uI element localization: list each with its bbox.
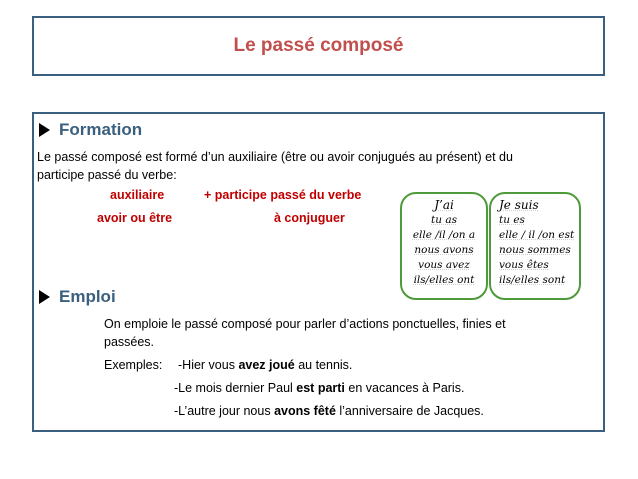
arrow-bullet-icon [39,290,50,304]
formula-avoir-etre: avoir ou être [97,211,173,225]
conj-avoir-6: ils/elles ont [413,274,475,286]
content-box [32,112,605,432]
example-3-pre: -L’autre jour nous [174,404,275,418]
example-1 [178,356,352,374]
formula-a-conjuguer: à conjuguer [274,211,345,225]
examples-label: Exemples: [104,358,163,372]
example-3-verb: avons fêté [274,404,336,418]
etre-conjugation-bubble [489,192,581,300]
page-title: Le passé composé [233,35,404,56]
example-3 [174,402,484,420]
conj-avoir-3: elle /il /on a [412,229,476,241]
conj-etre-4: nous sommes [499,244,571,256]
conj-etre-1: Je suis [499,198,539,212]
avoir-conjugation-bubble [400,192,488,300]
example-1-pre: -Hier vous [178,358,239,372]
formation-heading [39,120,142,140]
formation-description-line1: Le passé composé est formé d’un auxiliaire (être ou avoir conjugués au présent) et du [37,150,513,164]
conj-avoir-1: J’ai [434,198,454,212]
formula-auxiliaire: auxiliaire [110,188,165,202]
conj-avoir-5: vous avez [418,259,470,271]
formation-heading-text: Formation [59,120,143,139]
emploi-heading [39,287,116,307]
title-box [32,16,605,76]
emploi-description-line2: passées. [104,335,155,349]
example-2-post: en vacances à Paris. [344,381,465,395]
conj-etre-3: elle / il /on est [499,229,575,241]
example-2-pre: -Le mois dernier Paul [174,381,297,395]
emploi-heading-text: Emploi [59,287,116,306]
conj-etre-2: tu es [499,214,525,226]
formation-description-line2: participe passé du verbe: [37,168,177,182]
emploi-description-line1: On emploie le passé composé pour parler d’actions ponctuelles, finies et [104,317,506,331]
arrow-bullet-icon [39,123,50,137]
formula-participe: + participe passé du verbe [204,188,362,202]
conj-etre-6: ils/elles sont [499,274,566,286]
example-1-post: au tennis. [294,358,353,372]
conj-avoir-2: tu as [431,214,457,226]
example-3-post: l’anniversaire de Jacques. [335,404,484,418]
example-2-verb: est parti [296,381,345,395]
conj-avoir-4: nous avons [414,244,474,256]
conj-etre-5: vous êtes [499,259,549,271]
example-2 [174,379,464,397]
example-1-verb: avez joué [238,358,295,372]
